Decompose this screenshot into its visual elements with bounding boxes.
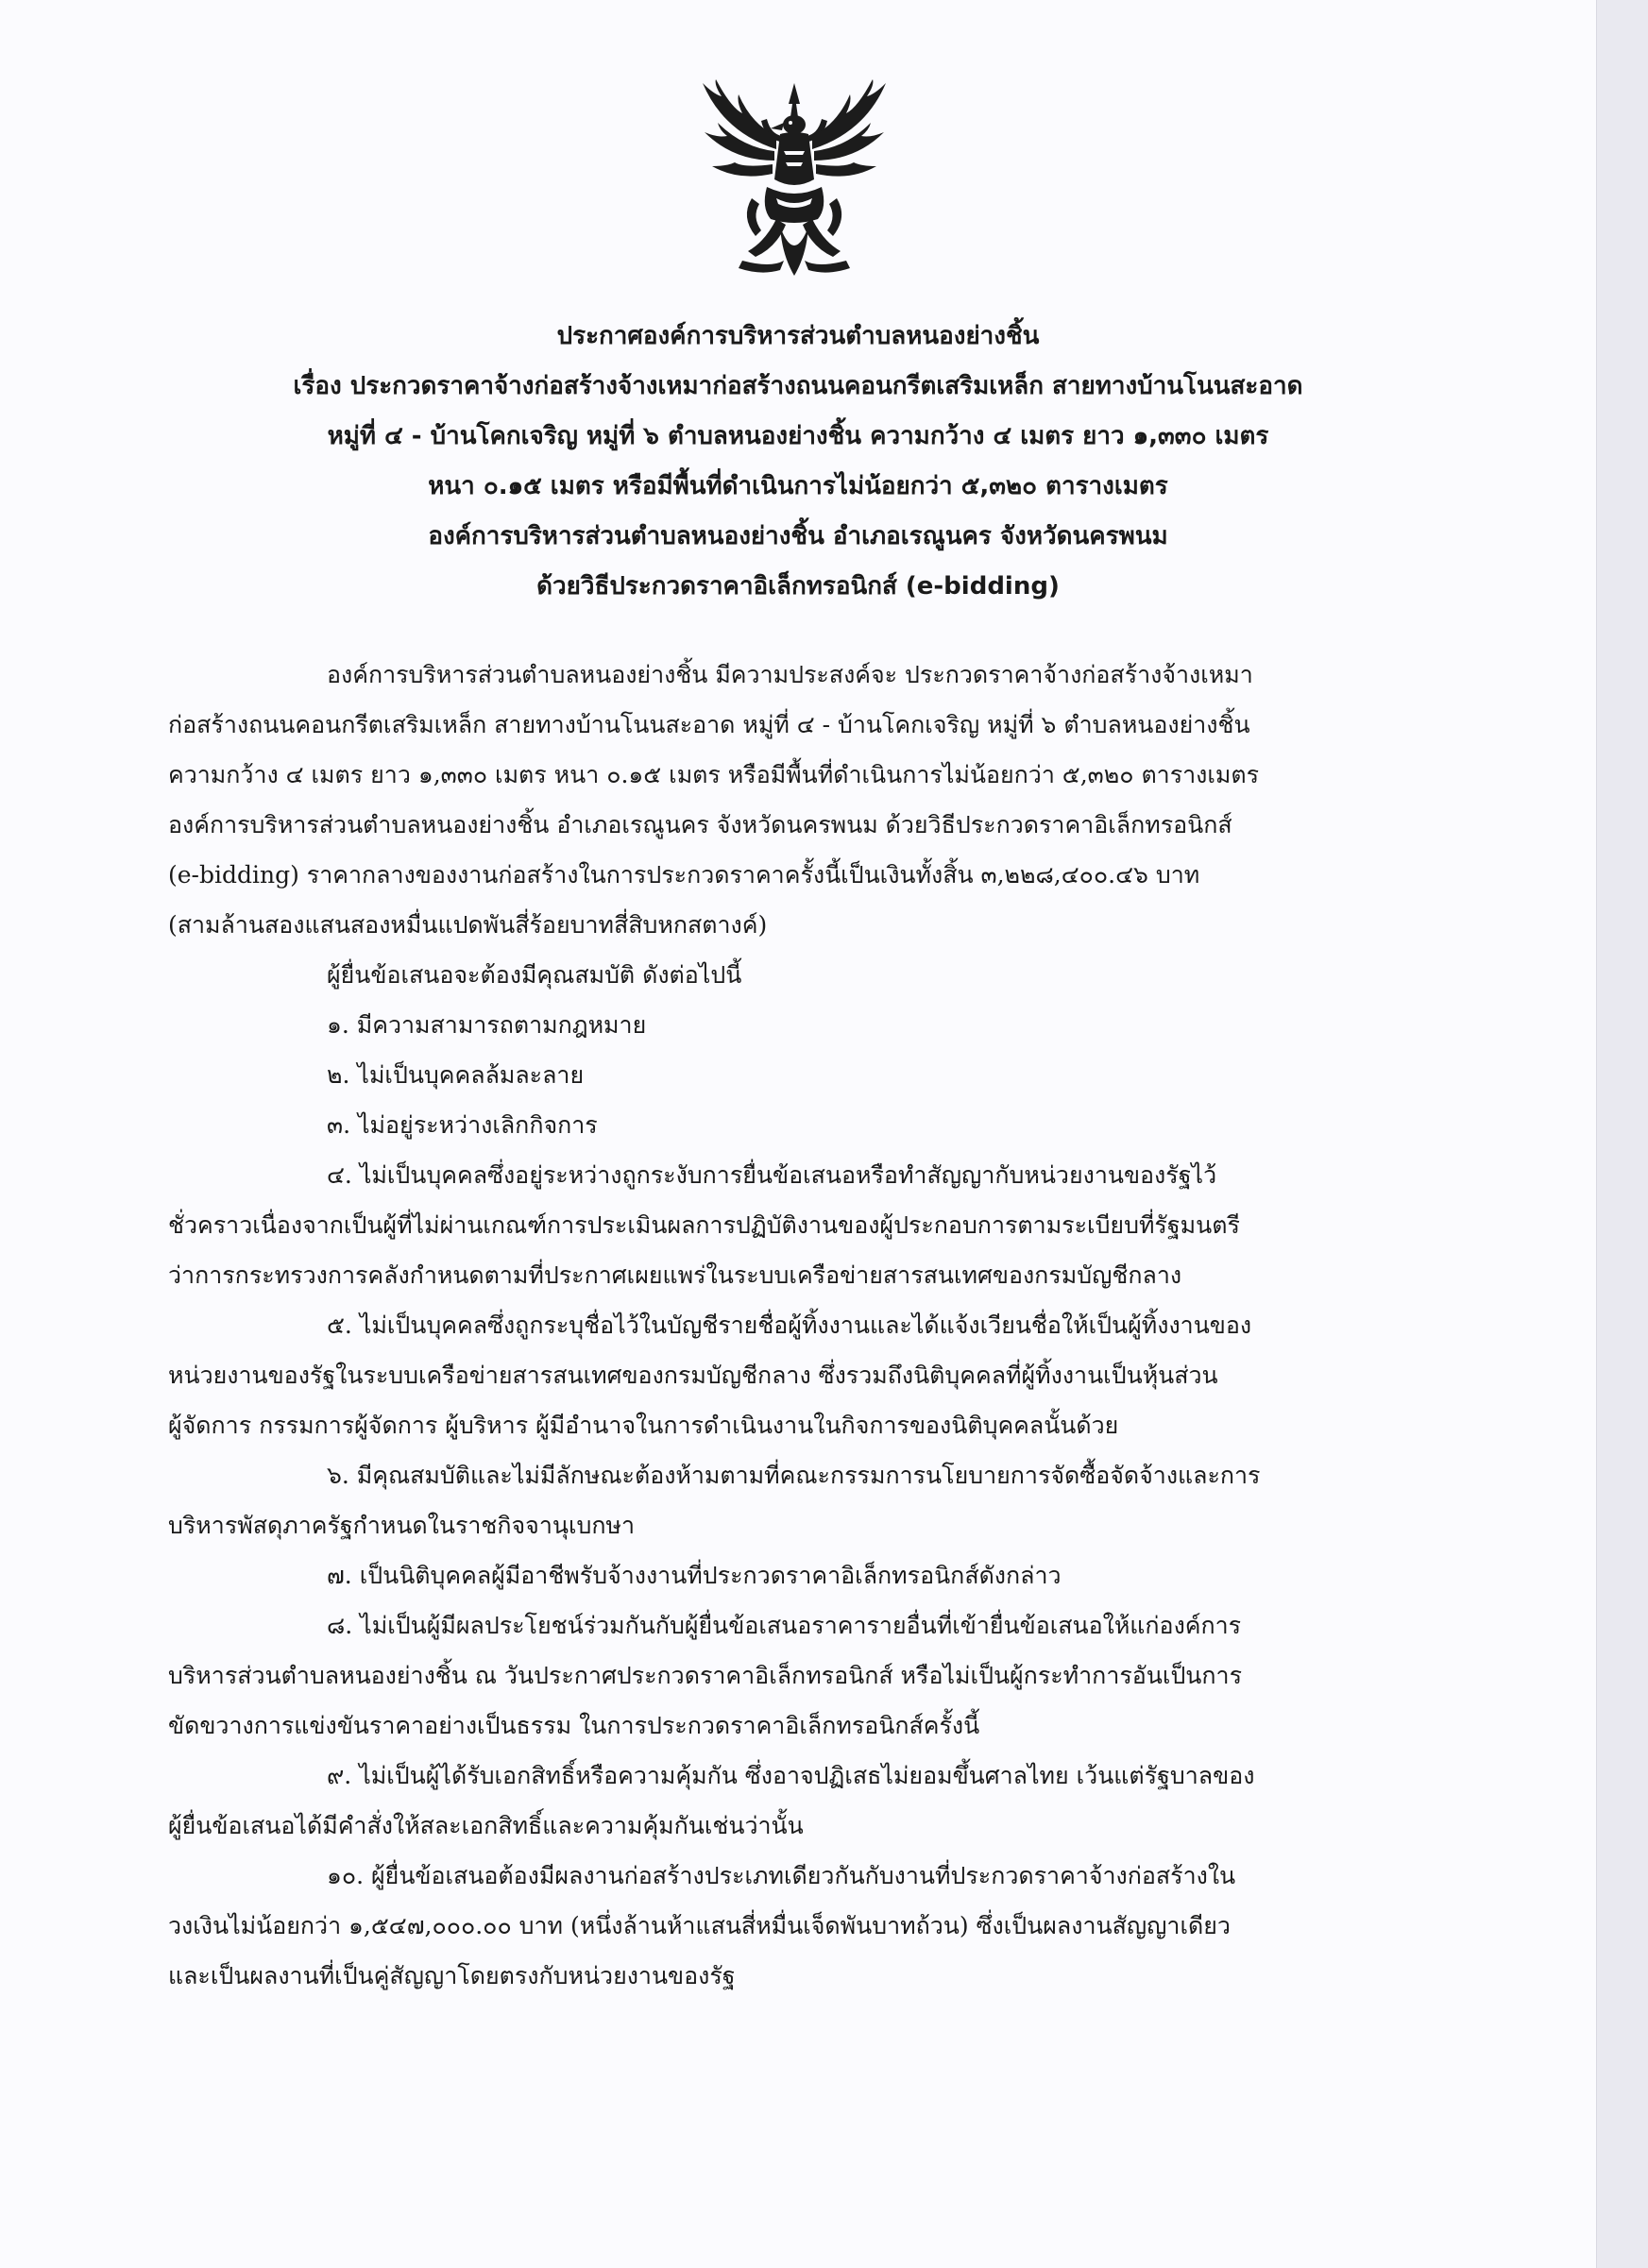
qualification-line: ๙. ไม่เป็นผู้ได้รับเอกสิทธิ์หรือความคุ้มกัน ซึ่งอาจปฏิเสธไม่ยอมขึ้นศาลไทย เว้นแต่รัฐบาลของ — [327, 1762, 1255, 1789]
qualification-line: ผู้ยื่นข้อเสนอได้มีคำสั่งให้สละเอกสิทธิ์และความคุ้มกันเช่นว่านั้น — [168, 1812, 804, 1839]
intro-paragraph — [168, 650, 1405, 950]
qualification-line: บริหารพัสดุภาครัฐกำหนดในราชกิจจานุเบกษา — [168, 1512, 636, 1539]
announcement-subject-line: องค์การบริหารส่วนตำบลหนองย่างชิ้น อำเภอเรณูนคร จังหวัดนครพนม — [428, 522, 1168, 550]
qualification-line: หน่วยงานของรัฐในระบบเครือข่ายสารสนเทศของกรมบัญชีกลาง ซึ่งรวมถึงนิติบุคคลที่ผู้ทิ้งงานเป็นหุ้นส่วน — [168, 1362, 1218, 1389]
announcement-body — [168, 650, 1405, 2001]
intro-line: องค์การบริหารส่วนตำบลหนองย่างชิ้น มีความประสงค์จะ ประกวดราคาจ้างก่อสร้างจ้างเหมา — [327, 661, 1253, 688]
qualification-item-9 — [168, 1751, 1405, 1851]
qualification-item-2 — [168, 1050, 1405, 1100]
qualification-line: ๓. ไม่อยู่ระหว่างเลิกกิจการ — [327, 1111, 598, 1139]
announcement-header — [132, 312, 1464, 612]
qualification-line: และเป็นผลงานที่เป็นคู่สัญญาโดยตรงกับหน่วยงานของรัฐ — [168, 1962, 736, 1989]
announcement-subject-line: หนา ๐.๑๕ เมตร หรือมีพื้นที่ดำเนินการไม่น้อยกว่า ๕,๓๒๐ ตารางเมตร — [428, 472, 1168, 500]
qualification-line: ว่าการกระทรวงการคลังกำหนดตามที่ประกาศเผยแพร่ในระบบเครือข่ายสารสนเทศของกรมบัญชีกลาง — [168, 1261, 1182, 1289]
page-edge — [1596, 0, 1648, 2268]
intro-line: (สามล้านสองแสนสองหมื่นแปดพันสี่ร้อยบาทสี่สิบหกสตางค์) — [168, 911, 768, 939]
announcement-subject: เรื่อง ประกวดราคาจ้างก่อสร้างจ้างเหมาก่อสร้างถนนคอนกรีตเสริมเหล็ก สายทางบ้านโนนสะอาด — [293, 372, 1303, 400]
qualification-line: ๑๐. ผู้ยื่นข้อเสนอต้องมีผลงานก่อสร้างประเภทเดียวกันกับงานที่ประกวดราคาจ้างก่อสร้างใน — [327, 1862, 1236, 1889]
qualification-item-8 — [168, 1600, 1405, 1751]
qualification-line: ๑. มีความสามารถตามกฎหมาย — [327, 1011, 647, 1039]
qualification-line: ๕. ไม่เป็นบุคคลซึ่งถูกระบุชื่อไว้ในบัญชีรายชื่อผู้ทิ้งงานและได้แจ้งเวียนชื่อให้เป็นผู้ทิ้งงานของ — [327, 1312, 1252, 1339]
announcement-title: ประกาศองค์การบริหารส่วนตำบลหนองย่างชิ้น — [556, 322, 1040, 350]
qualification-item-6 — [168, 1450, 1405, 1550]
qualification-item-3 — [168, 1100, 1405, 1150]
qualification-line: บริหารส่วนตำบลหนองย่างชิ้น ณ วันประกาศประกวดราคาอิเล็กทรอนิกส์ หรือไม่เป็นผู้กระทำการอันเป็นการ — [168, 1662, 1242, 1689]
qualification-item-10 — [168, 1851, 1405, 2001]
announcement-subject-line: หมู่ที่ ๔ - บ้านโคกเจริญ หมู่ที่ ๖ ตำบลหนองย่างชิ้น ความกว้าง ๔ เมตร ยาว ๑,๓๓๐ เมตร — [327, 422, 1269, 450]
qualification-line: ๗. เป็นนิติบุคคลผู้มีอาชีพรับจ้างงานที่ประกวดราคาอิเล็กทรอนิกส์ดังกล่าว — [327, 1562, 1062, 1589]
qualification-line: ๖. มีคุณสมบัติและไม่มีลักษณะต้องห้ามตามที่คณะกรรมการนโยบายการจัดซื้อจัดจ้างและการ — [327, 1462, 1261, 1489]
qualification-line: วงเงินไม่น้อยกว่า ๑,๕๔๗,๐๐๐.๐๐ บาท (หนึ่งล้านห้าแสนสี่หมื่นเจ็ดพันบาทถ้วน) ซึ่งเป็นผลงานสัญญาเดียว — [168, 1912, 1231, 1939]
intro-line: ก่อสร้างถนนคอนกรีตเสริมเหล็ก สายทางบ้านโนนสะอาด หมู่ที่ ๔ - บ้านโคกเจริญ หมู่ที่ ๖ ตำบลหนองย่างชิ้น — [168, 711, 1250, 738]
qualification-line: ๒. ไม่เป็นบุคคลล้มละลาย — [327, 1061, 585, 1089]
qualification-item-1 — [168, 1000, 1405, 1050]
intro-line: ความกว้าง ๔ เมตร ยาว ๑,๓๓๐ เมตร หนา ๐.๑๕ เมตร หรือมีพื้นที่ดำเนินการไม่น้อยกว่า ๕,๓๒๐ ตารางเมตร — [168, 761, 1260, 788]
qualification-item-5 — [168, 1300, 1405, 1450]
qualification-item-4 — [168, 1150, 1405, 1300]
qualifications-intro: ผู้ยื่นข้อเสนอจะต้องมีคุณสมบัติ ดังต่อไปนี้ — [327, 961, 742, 989]
qualification-line: ผู้จัดการ กรรมการผู้จัดการ ผู้บริหาร ผู้มีอำนาจในการดำเนินงานในกิจการของนิติบุคคลนั้นด้วย — [168, 1412, 1119, 1439]
intro-line: องค์การบริหารส่วนตำบลหนองย่างชิ้น อำเภอเรณูนคร จังหวัดนครพนม ด้วยวิธีประกวดราคาอิเล็กทรอนิกส์ — [168, 811, 1232, 838]
announcement-subject-line: ด้วยวิธีประกวดราคาอิเล็กทรอนิกส์ (e-bidding) — [536, 572, 1060, 601]
qualification-item-7 — [168, 1550, 1405, 1600]
qualification-line: ขัดขวางการแข่งขันราคาอย่างเป็นธรรม ในการประกวดราคาอิเล็กทรอนิกส์ครั้งนี้ — [168, 1712, 980, 1739]
garuda-emblem — [686, 76, 903, 297]
qualification-line: ชั่วคราวเนื่องจากเป็นผู้ที่ไม่ผ่านเกณฑ์การประเมินผลการปฏิบัติงานของผู้ประกอบการตามระเบียบที่รัฐมนตรี — [168, 1211, 1240, 1239]
qualification-line: ๔. ไม่เป็นบุคคลซึ่งอยู่ระหว่างถูกระงับการยื่นข้อเสนอหรือทำสัญญากับหน่วยงานของรัฐไว้ — [327, 1161, 1217, 1189]
intro-line: (e-bidding) ราคากลางของงานก่อสร้างในการประกวดราคาครั้งนี้เป็นเงินทั้งสิ้น ๓,๒๒๘,๔๐๐.๔๖ บาท — [168, 861, 1200, 889]
qualification-line: ๘. ไม่เป็นผู้มีผลประโยชน์ร่วมกันกับผู้ยื่นข้อเสนอราคารายอื่นที่เข้ายื่นข้อเสนอให้แก่องค์การ — [327, 1612, 1242, 1639]
